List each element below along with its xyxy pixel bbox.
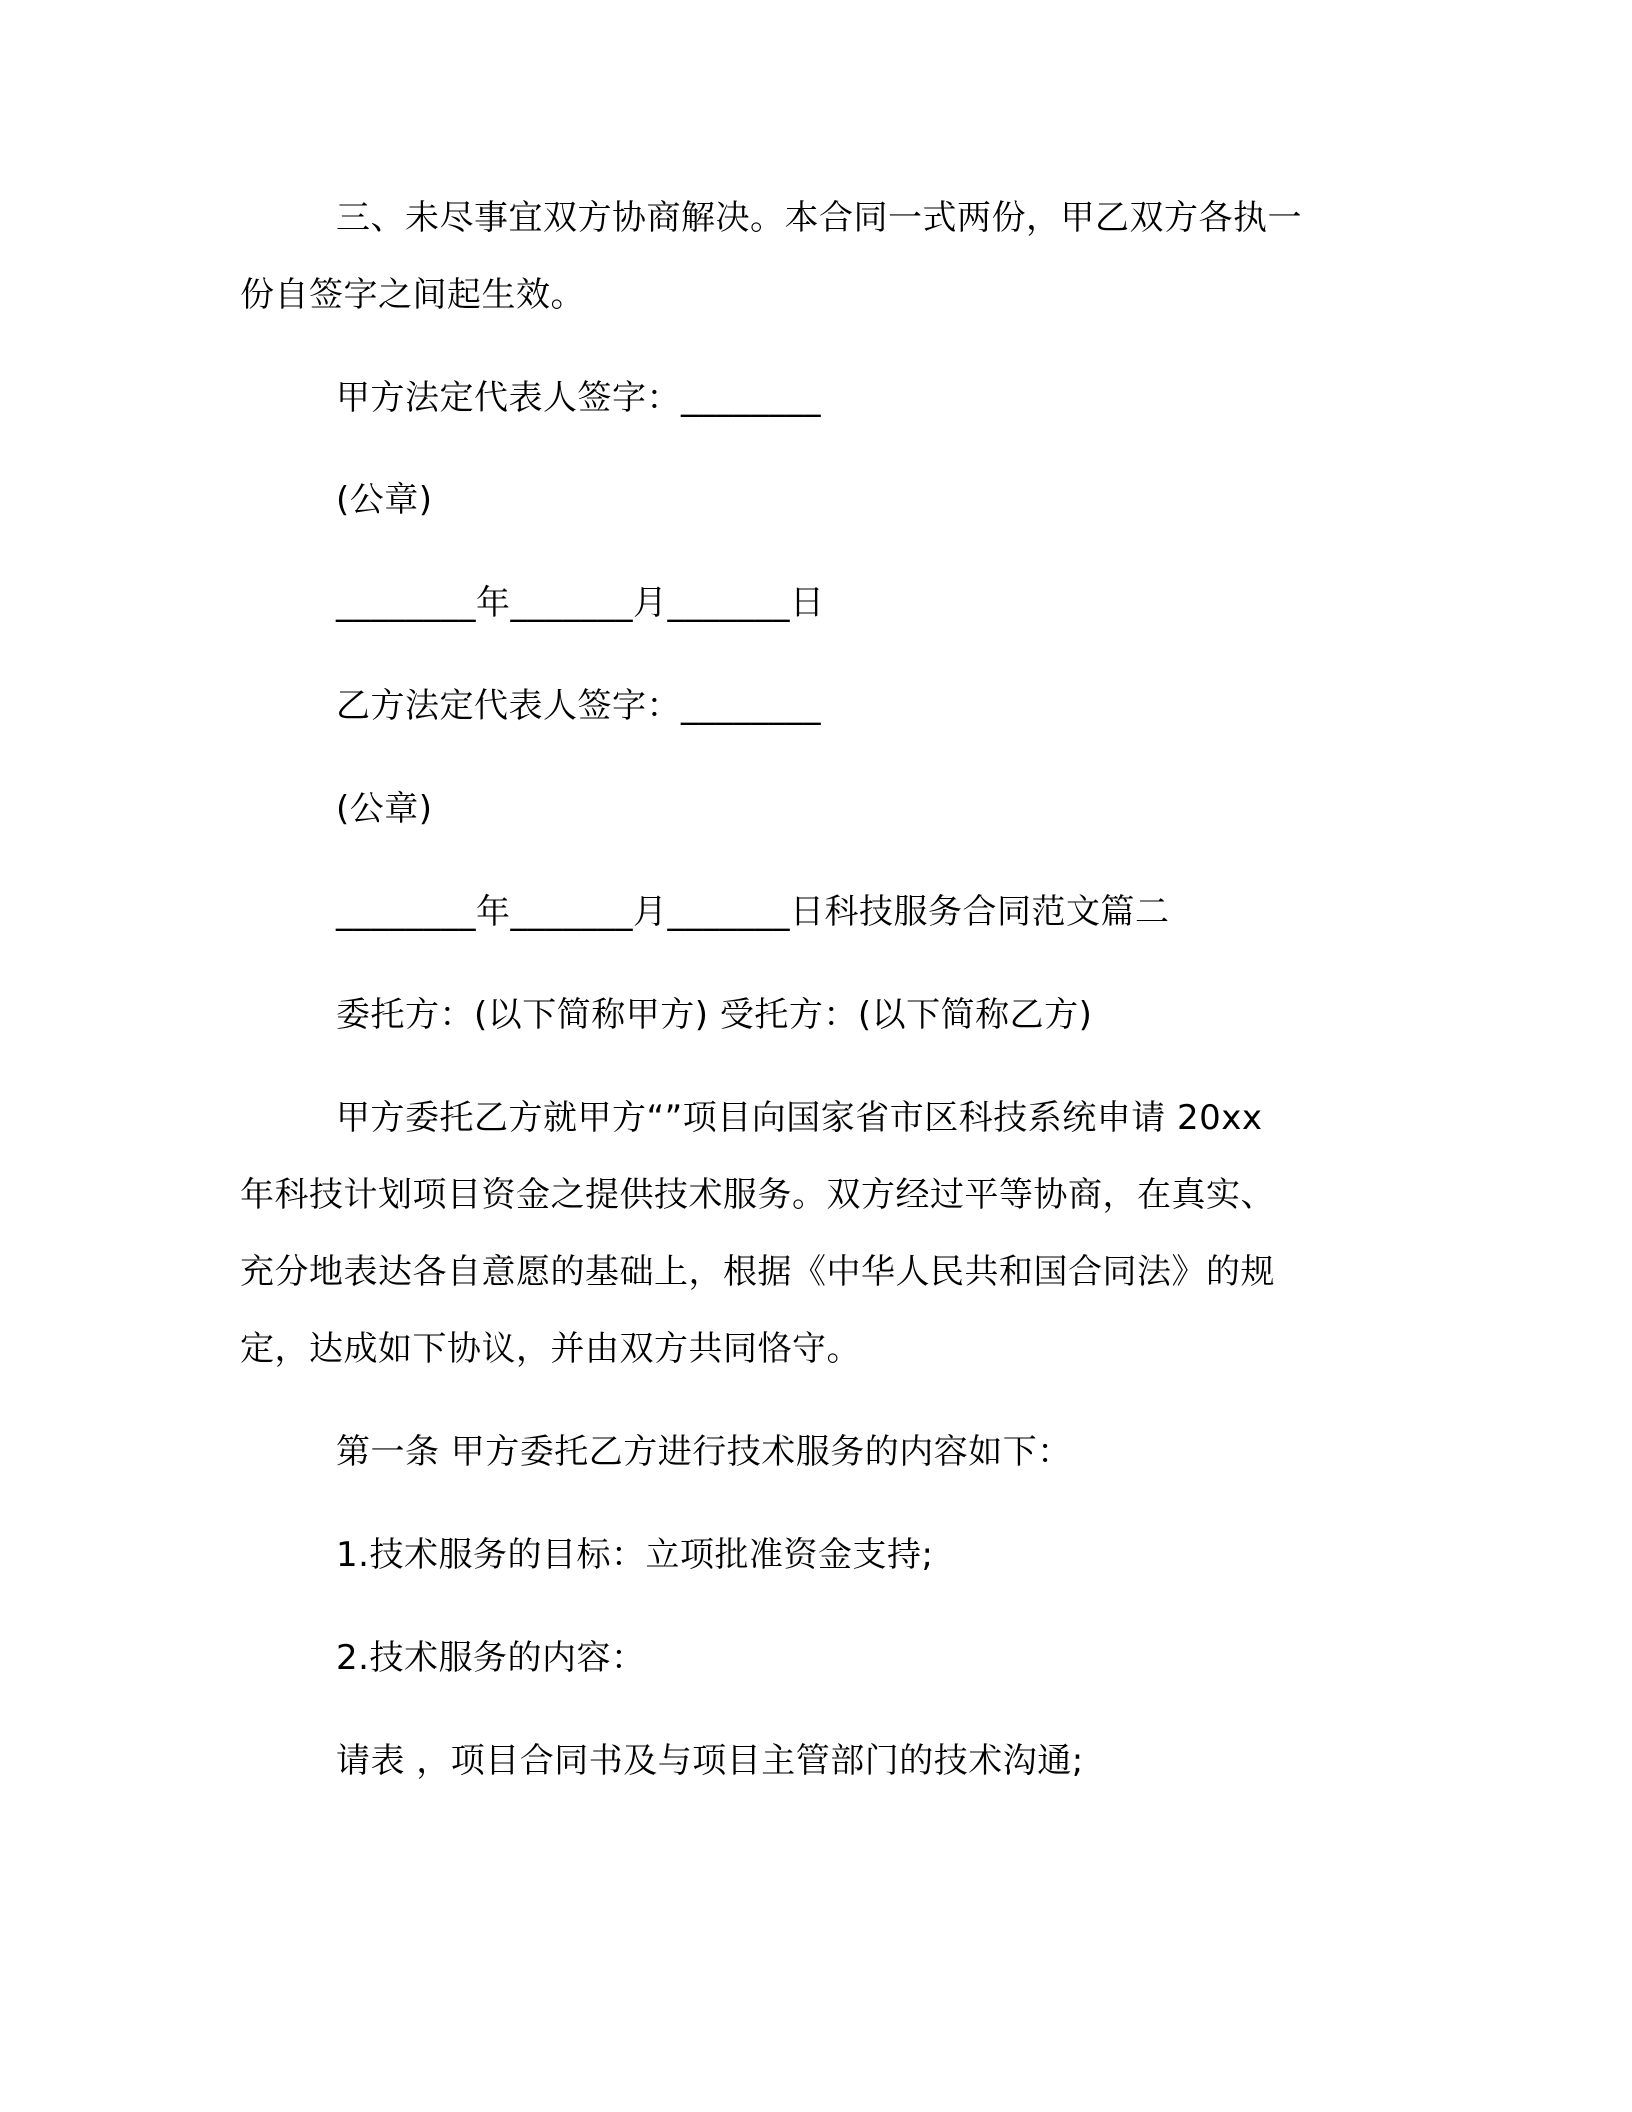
clause-three-line-1: 三、未尽事宜双方协商解决。本合同一式两份，甲乙双方各执一 [336, 198, 1302, 238]
intro-paragraph-line-1: 甲方委托乙方就甲方“”项目向国家省市区科技系统申请 20xx [336, 1098, 1263, 1138]
parties-line: 委托方：(以下简称甲方) 受托方：(以下简称乙方) [336, 995, 1093, 1035]
article-one-heading: 第一条 甲方委托乙方进行技术服务的内容如下： [336, 1432, 1072, 1472]
party-b-seal: (公章) [336, 789, 433, 829]
article-one-item-1: 1.技术服务的目标：立项批准资金支持; [336, 1535, 934, 1575]
intro-paragraph-line-3: 充分地表达各自意愿的基础上，根据《中华人民共和国合同法》的规 [240, 1252, 1275, 1292]
party-a-signature-line: 甲方法定代表人签字：________ [336, 378, 821, 418]
article-one-item-2-detail: 请表 ，项目合同书及与项目主管部门的技术沟通; [336, 1741, 1084, 1781]
party-b-date-and-title: ________年_______月_______日科技服务合同范文篇二 [336, 892, 1170, 932]
intro-paragraph-line-4: 定，达成如下协议，并由双方共同恪守。 [240, 1329, 861, 1369]
intro-paragraph-line-2: 年科技计划项目资金之提供技术服务。双方经过平等协商，在真实、 [240, 1175, 1275, 1215]
party-b-signature-line: 乙方法定代表人签字：________ [336, 686, 821, 726]
clause-three-line-2: 份自签字之间起生效。 [240, 275, 585, 315]
party-a-seal: (公章) [336, 480, 433, 520]
article-one-item-2: 2.技术服务的内容： [336, 1638, 646, 1678]
party-a-date-line: ________年_______月_______日 [336, 583, 825, 623]
